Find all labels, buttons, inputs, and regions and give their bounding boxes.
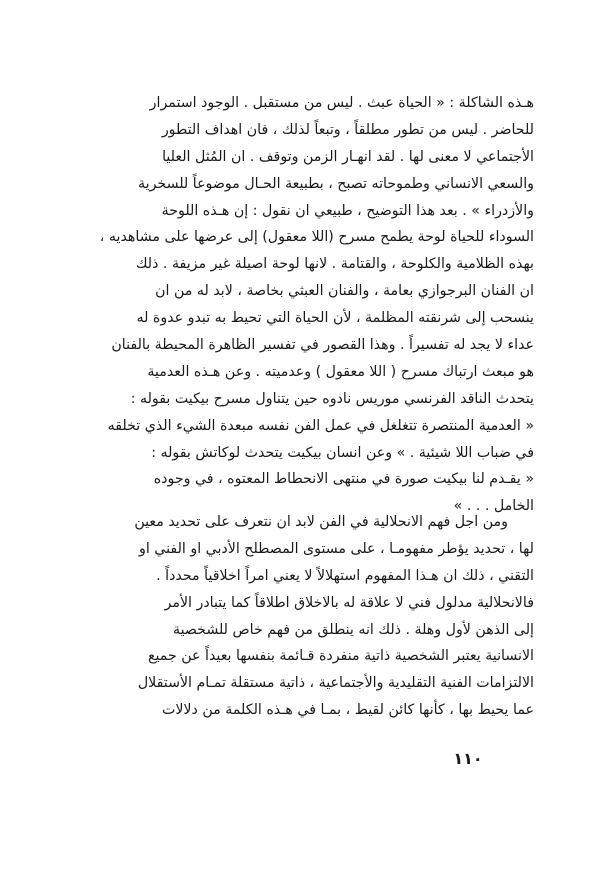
paragraph-2	[72, 509, 534, 724]
text-line: بهذه الظلامية والكلوحة ، والقتامة . لانها لوحة اصيلة غير مزيفة . ذلك	[135, 256, 534, 273]
text-line: الالتزامات الفنية التقليدية والأجتماعية ، ذاتية مستقلة تمـام الأستقلال	[137, 675, 534, 692]
text-line: ومن اجل فهم الانحلالية في الفن لابد ان نتعرف على تحديد معين	[134, 514, 508, 530]
text-line: يتحدث الناقد الفرنسي موريس نادوه حين يتناول مسرح بيكيت بقوله :	[130, 390, 534, 407]
text-line: والأزدراء » . بعد هذا التوضيح ، طبيعي ان نقول : إن هـذه اللوحة	[161, 202, 534, 219]
text-line: الانسانية يعتبر الشخصية ذاتية منفردة قـائمة بنفسها بعيداً عن جميع	[147, 648, 534, 665]
text-line: هـذه الشاكلة : « الحياة عبث . ليس من مستقبل . الوجود استمرار	[149, 95, 534, 111]
text-line: للحاضر . ليس من تطور مطلقاً ، وتبعاً لذلك ، فان اهداف التطور	[161, 121, 534, 138]
text-line: ينسحب إلى شرنقته المظلمة ، لأن الحياة التي تحيط به تبدو عدوة له	[136, 310, 534, 327]
page-number: ١١٠	[453, 749, 483, 768]
text-line: إلى الذهن لأول وهلة . ذلك انه ينطلق من فهم خاص للشخصية	[172, 621, 534, 638]
text-line: « يقـدم لنا بيكيت صورة في منتهى الانحطاط المعتوه ، في وجوده	[153, 471, 534, 488]
text-line: في ضباب اللا شيئية . » وعن انسان بيكيت يتحدث لوكاتش بقوله :	[151, 444, 534, 461]
paragraph-1	[72, 90, 534, 520]
text-line: الخامل . . . »	[453, 498, 534, 515]
text-line: فالانحلالية مدلول فني لا علاقة له بالاخلاق اطلاقاً كما يتبادر الأمر	[164, 594, 534, 611]
text-line: عما يحيط بها ، كأنها كائن لقيط ، بمـا في هـذه الكلمة من دلالات	[161, 702, 534, 719]
text-line: والسعي الانساني وطموحاته تصبح ، بطبيعة الحـال موضوعاً للسخرية	[138, 175, 534, 192]
text-line: لها ، تحديد يؤطر مفهومـا ، على مستوى المصطلح الأدبي او الفني او	[138, 540, 534, 557]
text-line: « العدمية المنتصرة تتغلغل في عمل الفن نفسه مبعدة الشيء الذي تخلقه	[107, 417, 534, 434]
text-line: السوداء للحياة لوحة يطمح مسرح (اللا معقول) إلى عرضها على مشاهديه ،	[99, 229, 534, 246]
text-line: عداء لا يجد له تفسيراً . وهذا القصور في تفسير الظاهرة المحيطة بالفنان	[111, 337, 534, 354]
text-line: ان الفنان البرجوازي بعامة ، والفنان العبثي بخاصة ، لابد له من ان	[155, 283, 534, 300]
text-line: الأجتماعي لا معنى لها . لقد انهـار الزمن وتوقف . ان المُثل العليا	[162, 148, 534, 165]
text-line: هو مبعث ارتباك مسرح ( اللا معقول ) وعدميته . وعن هـذه العدمية	[147, 363, 534, 380]
text-line: التقني ، ذلك ان هـذا المفهوم استهلالاً لا يعني امراً اخلاقياً محدداً .	[156, 567, 534, 584]
